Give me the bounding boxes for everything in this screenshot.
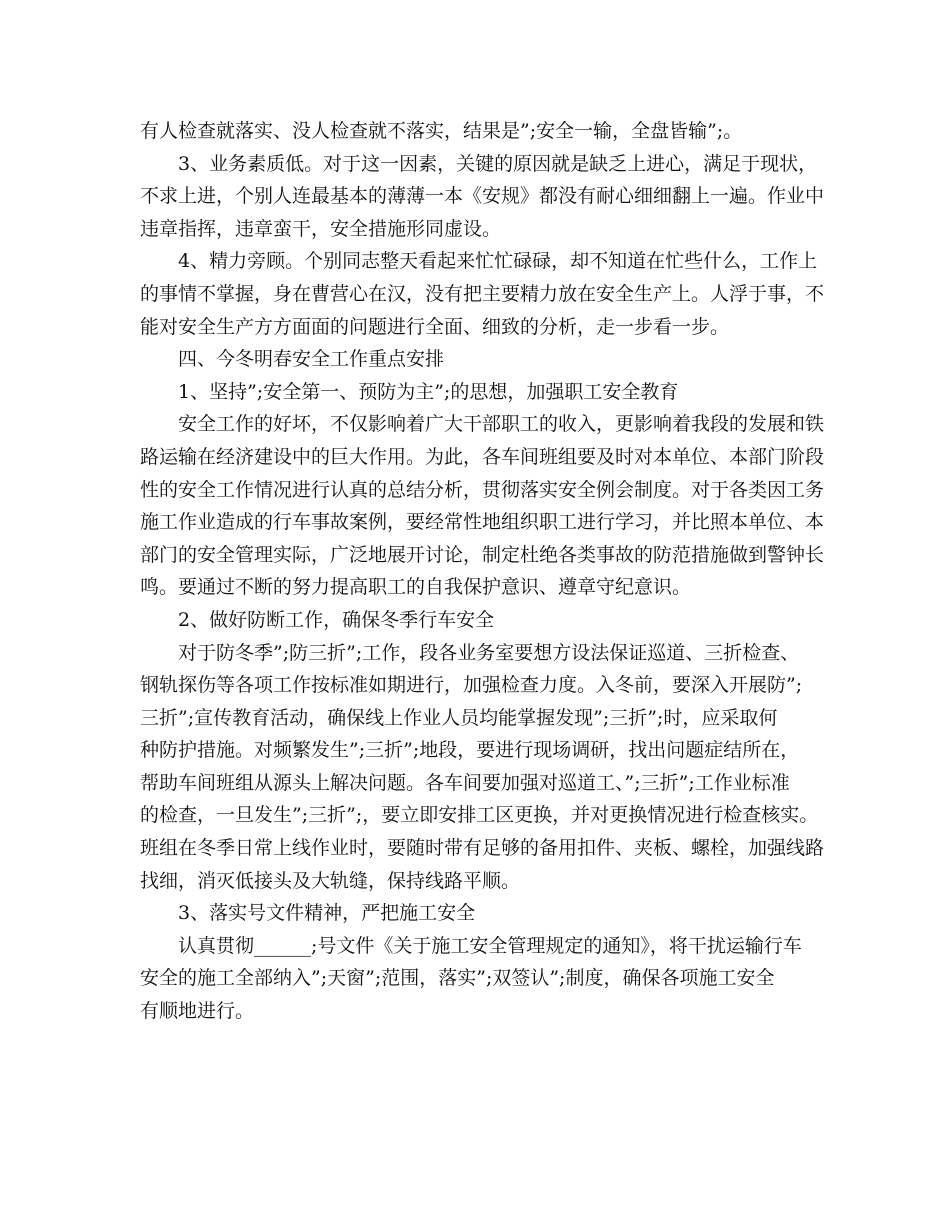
text-line: 安全的施工全部纳入”;天窗”;范围，落实”;双签认”;制度，确保各项施工安全 (140, 967, 775, 990)
text-line: 找细，消灭低接头及大轨缝，保持线路平顺。 (140, 869, 521, 892)
text-line: 性的安全工作情况进行认真的总结分析，贯彻落实安全例会制度。对于各类因工务 (140, 478, 825, 501)
text-line: 有人检查就落实、没人检查就不落实，结果是”;安全一输，全盘皆输”;。 (140, 120, 743, 142)
document-body (140, 115, 830, 1028)
text-line: 帮助车间班组从源头上解决问题。各车间要加强对巡道工、”;三折”;工作业标准 (140, 771, 790, 794)
text-line: 鸣。要通过不断的努力提高职工的自我保护意识、遵章守纪意识。 (140, 576, 692, 599)
text-line: 对于防冬季”;防三折”;工作，段各业务室要想方设法保证巡道、三折检查、 (178, 641, 800, 664)
subsection-heading: 1、坚持”;安全第一、预防为主”;的思想，加强职工安全教育 (178, 380, 679, 403)
text-line: 4、精力旁顾。个别同志整天看起来忙忙碌碌，却不知道在忙些什么，工作上 (178, 250, 818, 273)
text-line: 施工作业造成的行车事故案例，要经常性地组织职工进行学习，并比照本单位、本 (140, 511, 825, 534)
text-line: 违章指挥，违章蛮干，安全措施形同虚设。 (140, 217, 502, 240)
text-line: 有顺地进行。 (140, 1000, 255, 1023)
subsection-heading: 3、落实号文件精神，严把施工安全 (178, 902, 476, 925)
text-line: 三折”;宣传教育活动，确保线上作业人员均能掌握发现”;三折”;时，应采取何 (140, 706, 778, 729)
text-line: 安全工作的好坏，不仅影响着广大干部职工的收入，更影响着我段的发展和铁 (178, 413, 825, 436)
section-heading: 四、今冬明春安全工作重点安排 (178, 348, 445, 371)
text-line: 钢轨探伤等各项工作按标准如期进行，加强检查力度。入冬前，要深入开展防”; (140, 674, 803, 697)
text-line: 的事情不掌握，身在曹营心在汉，没有把主要精力放在安全生产上。人浮于事，不 (140, 282, 825, 305)
text-line: 的检查，一旦发生”;三折”;，要立即安排工区更换，并对更换情况进行检查核实。 (140, 804, 819, 827)
text-line: 路运输在经济建设中的巨大作用。为此，各车间班组要及时对本单位、本部门阶段 (140, 445, 825, 468)
text-line: 部门的安全管理实际，广泛地展开讨论，制定杜绝各类事故的防范措施做到警钟长 (140, 543, 825, 566)
text-line: 种防护措施。对频繁发生”;三折”;地段，要进行现场调研，找出问题症结所在， (140, 739, 800, 762)
text-line: 认真贯彻______;号文件《关于施工安全管理规定的通知》，将干扰运输行车 (178, 934, 802, 957)
text-line: 能对安全生产方方面面的问题进行全面、细致的分析，走一步看一步。 (140, 315, 730, 338)
subsection-heading: 2、做好防断工作，确保冬季行车安全 (178, 608, 495, 631)
text-line: 3、业务素质低。对于这一因素，关键的原因就是缺乏上进心，满足于现状， (178, 152, 818, 175)
text-line: 不求上进，个别人连最基本的薄薄一本《安规》都没有耐心细细翻上一遍。作业中 (140, 185, 825, 208)
text-line: 班组在冬季日常上线作业时，要随时带有足够的备用扣件、夹板、螺栓，加强线路 (140, 837, 825, 860)
